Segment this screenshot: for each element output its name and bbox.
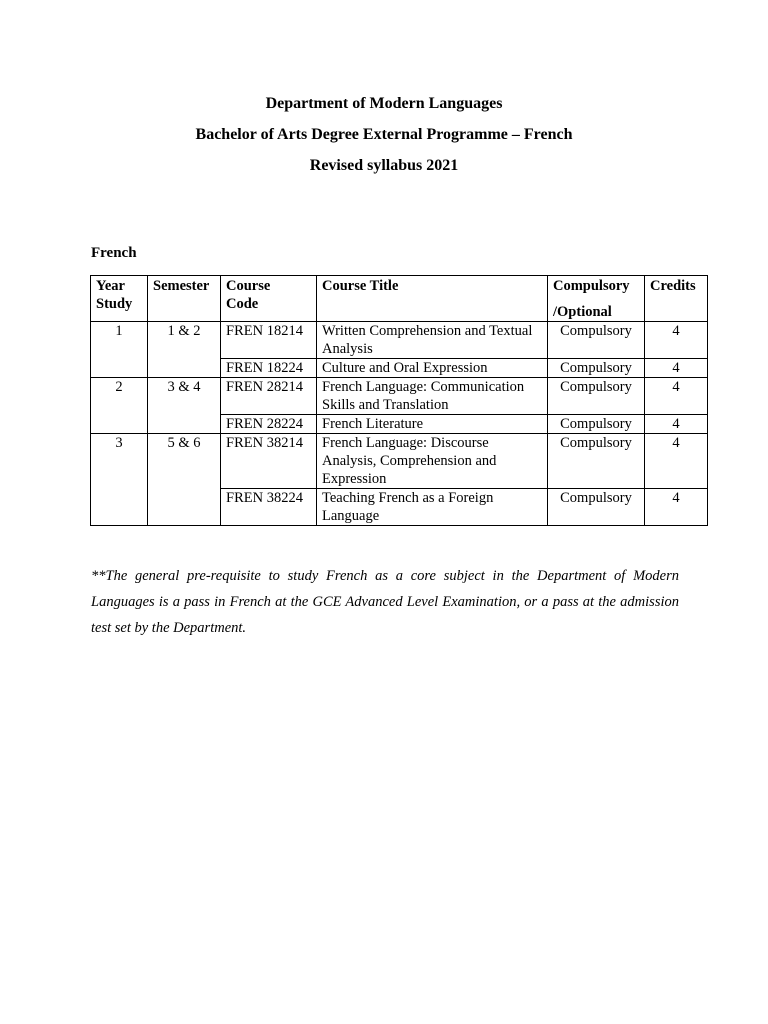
course-code-cell: FREN 28224 xyxy=(221,415,317,434)
programme-title: Bachelor of Arts Degree External Programme – French xyxy=(195,126,573,143)
year-cell: 2 xyxy=(91,378,148,434)
table-row xyxy=(91,434,708,489)
credits-cell: 4 xyxy=(645,322,708,359)
table-row xyxy=(91,322,708,359)
header-semester xyxy=(148,276,221,322)
table-row xyxy=(91,378,708,415)
status-cell: Compulsory xyxy=(548,322,645,359)
credits-cell: 4 xyxy=(645,415,708,434)
course-code-cell: FREN 28214 xyxy=(221,378,317,415)
header-compulsory-line1: Compulsory xyxy=(553,278,630,294)
semester-cell: 1 & 2 xyxy=(148,322,221,378)
header-course-title xyxy=(317,276,548,322)
header-course-code-line2: Code xyxy=(226,296,259,312)
table-header-row xyxy=(91,276,708,322)
course-title-cell: Written Comprehension and Textual Analysis xyxy=(317,322,548,359)
credits-cell: 4 xyxy=(645,489,708,526)
department-title: Department of Modern Languages xyxy=(265,95,503,112)
course-title-cell: Teaching French as a Foreign Language xyxy=(317,489,548,526)
status-cell: Compulsory xyxy=(548,415,645,434)
header-year-study xyxy=(91,276,148,322)
header-course-code xyxy=(221,276,317,322)
syllabus-title: Revised syllabus 2021 xyxy=(309,157,459,174)
status-cell: Compulsory xyxy=(548,359,645,378)
status-cell: Compulsory xyxy=(548,489,645,526)
header-compulsory-optional xyxy=(548,276,645,322)
course-code-cell: FREN 18214 xyxy=(221,322,317,359)
credits-cell: 4 xyxy=(645,359,708,378)
section-label: French xyxy=(91,245,137,261)
header-year-study-line2: Study xyxy=(96,296,133,312)
course-title-cell: French Language: Discourse Analysis, Comprehension and Expression xyxy=(317,434,548,489)
semester-cell: 3 & 4 xyxy=(148,378,221,434)
header-credits xyxy=(645,276,708,322)
course-title-cell: French Language: Communication Skills and Translation xyxy=(317,378,548,415)
status-cell: Compulsory xyxy=(548,434,645,489)
credits-cell: 4 xyxy=(645,378,708,415)
header-semester-label: Semester xyxy=(153,278,210,294)
status-cell: Compulsory xyxy=(548,378,645,415)
course-code-cell: FREN 38214 xyxy=(221,434,317,489)
header-course-title-label: Course Title xyxy=(322,278,399,294)
course-title-cell: French Literature xyxy=(317,415,548,434)
course-code-cell: FREN 38224 xyxy=(221,489,317,526)
course-title-cell: Culture and Oral Expression xyxy=(317,359,548,378)
credits-cell: 4 xyxy=(645,434,708,489)
header-course-code-line1: Course xyxy=(226,278,271,294)
header-compulsory-line2: /Optional xyxy=(553,304,612,320)
year-cell: 3 xyxy=(91,434,148,526)
year-cell: 1 xyxy=(91,322,148,378)
course-code-cell: FREN 18224 xyxy=(221,359,317,378)
header-year-study-line1: Year xyxy=(96,278,125,294)
header-credits-label: Credits xyxy=(650,278,696,294)
syllabus-table xyxy=(90,275,708,526)
prerequisite-note: **The general pre-requisite to study French as a core subject in the Department of Modern Languages is a pass in French at the GCE Advanced Level Examination, or a pass at the admission test set by the Department. xyxy=(91,568,679,636)
semester-cell: 5 & 6 xyxy=(148,434,221,526)
